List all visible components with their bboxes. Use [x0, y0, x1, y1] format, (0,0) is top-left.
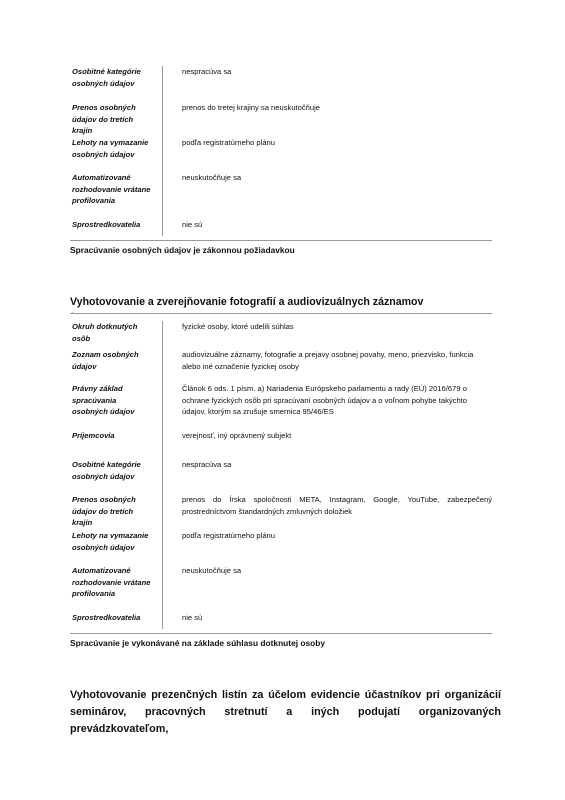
row-value: neuskutočňuje sa	[182, 173, 242, 182]
row-label: Automatizované rozhodovanie vrátane profilovania	[70, 565, 163, 612]
table-row	[70, 383, 492, 430]
row-label: Zoznam osobných údajov	[70, 349, 163, 383]
row-label: Prenos osobných údajov do tretích krajín	[70, 102, 163, 137]
row-label: Lehoty na vymazanie osobných údajov	[70, 137, 163, 172]
row-label: Osobitné kategórie osobných údajov	[70, 459, 163, 494]
row-value: neuskutočňuje sa	[182, 566, 242, 575]
table-row	[70, 172, 492, 219]
table-row	[70, 321, 492, 349]
table-row	[70, 494, 492, 530]
section-2-heading: Vyhotovovanie a zverejňovanie fotografií a audiovizuálnych záznamov	[70, 296, 424, 308]
table-1-footer: Spracúvanie osobných údajov je zákonnou požiadavkou	[70, 240, 492, 255]
table-row	[70, 430, 492, 459]
row-value: podľa registratúrneho plánu	[182, 531, 275, 540]
table-row	[70, 102, 492, 137]
row-label: Sprostredkovatelia	[70, 219, 163, 236]
row-value: prenos do Írska spoločnosti META, Instagram, Google, YouTube, zabezpečený prostredníctvom štandardných zmluvných doložiek	[182, 495, 492, 516]
table-row	[70, 219, 492, 236]
row-value: audiovizuálne záznamy, fotografie a prejavy osobnej povahy, meno, priezvisko, funkcia alebo iné označenie fyzickej osoby	[182, 350, 474, 371]
table-1	[70, 66, 492, 236]
table-row	[70, 565, 492, 612]
table-row	[70, 459, 492, 494]
row-label: Právny základ spracúvania osobných údajov	[70, 383, 163, 430]
row-label: Príjemcovia	[70, 430, 163, 459]
marker: .	[72, 309, 74, 315]
section-3-heading: Vyhotovovanie prezenčných listín za účelom evidencie účastníkov pri organizácií seminárov, pracovných stretnutí a iných podujatí organizovaných prevádzkovateľom,	[70, 689, 501, 735]
table-row	[70, 530, 492, 565]
row-value: nie sú	[182, 613, 203, 622]
row-value: nespracúva sa	[182, 67, 232, 76]
row-label: Lehoty na vymazanie osobných údajov	[70, 530, 163, 565]
row-value: podľa registratúrneho plánu	[182, 138, 275, 147]
row-label: Sprostredkovatelia	[70, 612, 163, 629]
table-2-footer: Spracúvanie je vykonávané na základe súhlasu dotknutej osoby	[70, 633, 492, 648]
table-row	[70, 66, 492, 102]
row-label: Automatizované rozhodovanie vrátane profilovania	[70, 172, 163, 219]
row-value: nespracúva sa	[182, 460, 232, 469]
table-2	[70, 321, 492, 629]
row-value: verejnosť, iný oprávnený subjekt	[182, 431, 292, 440]
table-row	[70, 612, 492, 629]
row-value: fyzické osoby, ktoré udelili súhlas	[182, 322, 294, 331]
row-value: prenos do tretej krajiny sa neuskutočňuje	[182, 103, 321, 112]
row-value: Článok 6 ods. 1 písm. a) Nariadenia Európskeho parlamentu a rady (EÚ) 2016/679 o ochrane fyzických osôb pri spracúvaní osobných údajov a o voľnom pohybe takýchto údajov, ktorým sa zrušuje smernica 95/46/ES	[182, 384, 468, 416]
table-row	[70, 349, 492, 383]
row-label: Okruh dotknutých osôb	[70, 321, 163, 349]
table-row	[70, 137, 492, 172]
row-value: nie sú	[182, 220, 203, 229]
row-label: Osobitné kategórie osobných údajov	[70, 66, 163, 102]
divider	[70, 313, 492, 314]
row-label: Prenos osobných údajov do tretích krajín	[70, 494, 163, 530]
